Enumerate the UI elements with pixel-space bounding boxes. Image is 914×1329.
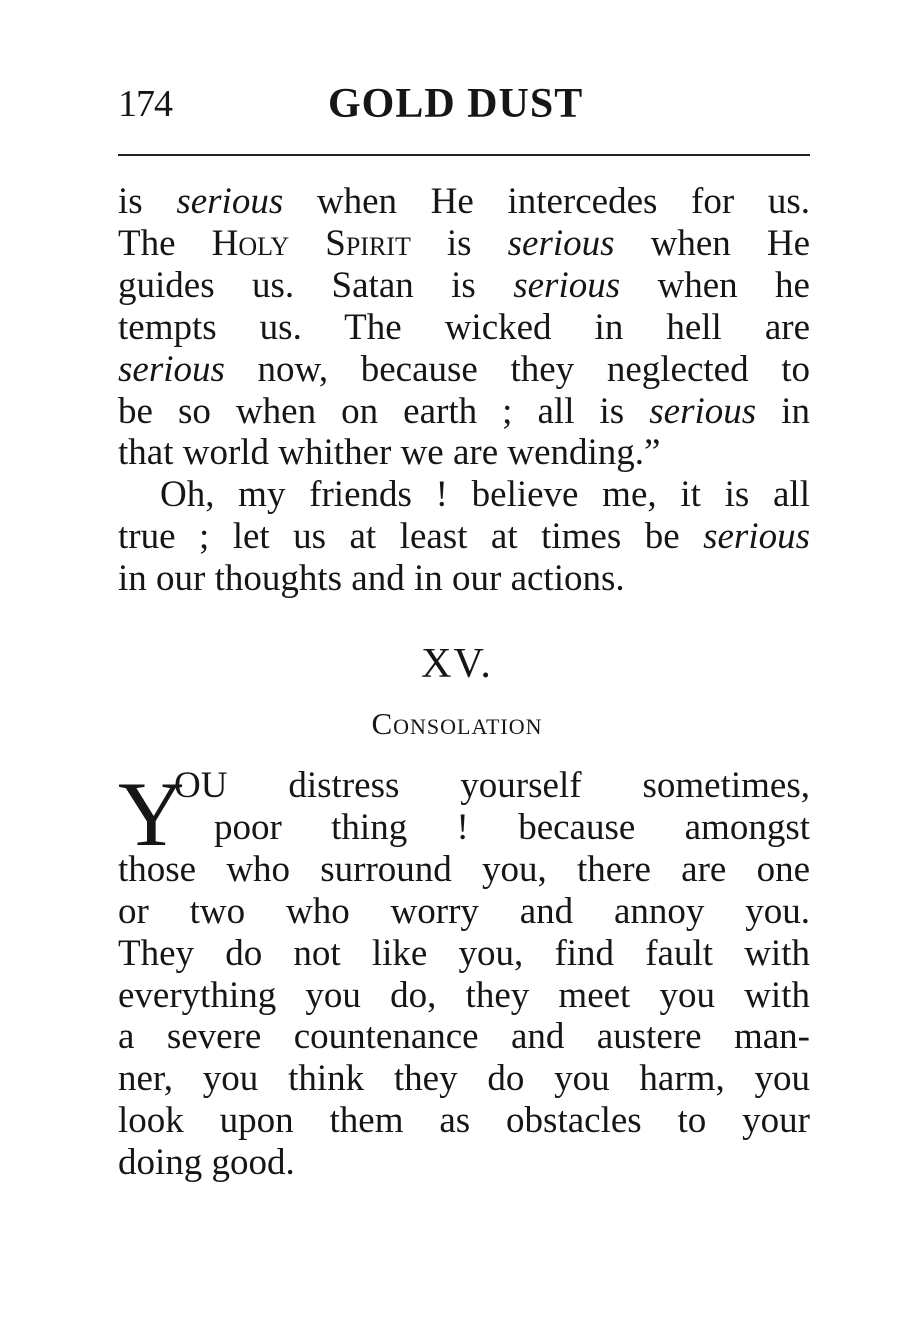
text-line: They do not like you, find fault with	[118, 932, 810, 974]
text-line: in our thoughts and in our actions.	[118, 558, 625, 600]
page-number: 174	[118, 83, 172, 125]
text-line: OU distress yourself sometimes,	[174, 765, 810, 806]
text-line: guides us. Satan is serious when he	[118, 264, 810, 306]
text-line: Oh, my friends ! believe me, it is all	[160, 474, 810, 516]
text-line: or two who worry and annoy you.	[118, 890, 810, 932]
running-title: GOLD DUST	[328, 81, 584, 127]
header-rule	[118, 154, 810, 156]
text-line: look upon them as obstacles to your	[118, 1100, 810, 1142]
text-line: be so when on earth ; all is serious in	[118, 390, 811, 432]
drop-cap: Y	[118, 763, 185, 865]
text-line: The Holy Spirit is serious when He	[118, 222, 810, 264]
text-line: tempts us. The wicked in hell are	[118, 306, 810, 348]
text-line: doing good.	[118, 1142, 295, 1184]
text-line: that world whither we are wending.”	[118, 432, 661, 474]
text-line: serious now, because they neglected to	[118, 348, 810, 390]
text-line: those who surround you, there are one	[118, 848, 810, 890]
text-line: a severe countenance and austere man-	[118, 1016, 810, 1058]
text-line: everything you do, they meet you with	[118, 974, 810, 1016]
text-line: true ; let us at least at times be serious	[118, 516, 810, 558]
body-paragraph-1	[118, 181, 810, 600]
text-line: poor thing ! because amongst	[214, 806, 810, 848]
body-paragraph-3	[118, 765, 810, 1184]
text-line: ner, you think they do you harm, you	[118, 1058, 810, 1100]
section-title: Consolation	[371, 706, 543, 741]
section-number: XV.	[421, 641, 493, 687]
text-line: is serious when He intercedes for us.	[118, 181, 810, 222]
